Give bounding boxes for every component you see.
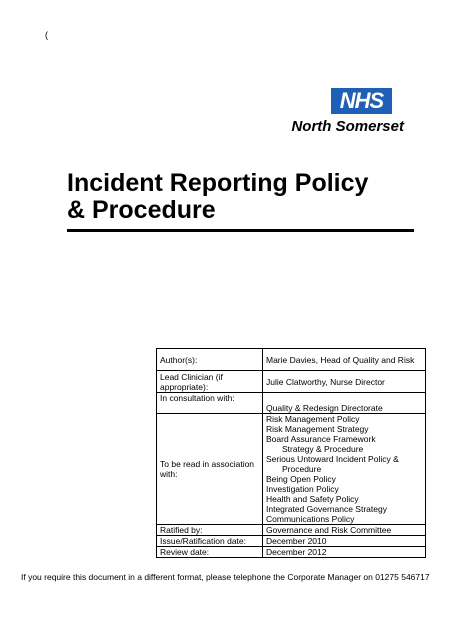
list-item: Integrated Governance Strategy <box>266 504 387 514</box>
table-row <box>157 349 426 371</box>
list-item: Board Assurance Framework <box>266 434 376 444</box>
stray-mark: ( <box>45 30 48 40</box>
table-row <box>157 525 426 536</box>
issue-date-value: December 2010 <box>263 536 426 547</box>
list-item: Health and Safety Policy <box>266 494 359 504</box>
title-line-1: Incident Reporting Policy <box>67 169 369 197</box>
review-date-label: Review date: <box>157 547 263 558</box>
consultation-value: Quality & Redesign Directorate <box>263 393 426 414</box>
author-value: Marie Davies, Head of Quality and Risk <box>263 349 426 371</box>
table-row <box>157 371 426 393</box>
issue-date-label: Issue/Ratification date: <box>157 536 263 547</box>
title-line-2: & Procedure <box>67 196 216 224</box>
read-with-label: To be read in association with: <box>157 414 263 525</box>
consultation-label: In consultation with: <box>157 393 263 414</box>
lead-clinician-value: Julie Clatworthy, Nurse Director <box>263 371 426 393</box>
list-item: Strategy & Procedure <box>282 444 364 454</box>
author-label: Author(s): <box>157 349 263 371</box>
document-title <box>67 170 407 224</box>
footer-note: If you require this document in a different format, please telephone the Corporate Manager on 01275 546717 <box>21 572 430 582</box>
title-rule <box>67 229 414 232</box>
list-item: Being Open Policy <box>266 474 336 484</box>
table-row <box>157 547 426 558</box>
list-item: Risk Management Policy <box>266 414 360 424</box>
table-row <box>157 536 426 547</box>
list-item: Risk Management Strategy <box>266 424 369 434</box>
nhs-logo <box>331 88 392 114</box>
review-date-value: December 2012 <box>263 547 426 558</box>
organisation-name: North Somerset <box>291 118 404 135</box>
ratified-value: Governance and Risk Committee <box>263 525 426 536</box>
list-item: Procedure <box>282 464 322 474</box>
table-row <box>157 414 426 525</box>
lead-clinician-label: Lead Clinician (if appropriate): <box>157 371 263 393</box>
document-control-table <box>156 348 426 558</box>
read-with-list <box>263 414 426 525</box>
nhs-logo-text: NHS <box>339 88 384 113</box>
list-item: Investigation Policy <box>266 484 339 494</box>
list-item: Serious Untoward Incident Policy & <box>266 454 399 464</box>
ratified-label: Ratified by: <box>157 525 263 536</box>
table-row <box>157 393 426 414</box>
list-item: Communications Policy <box>266 514 355 524</box>
